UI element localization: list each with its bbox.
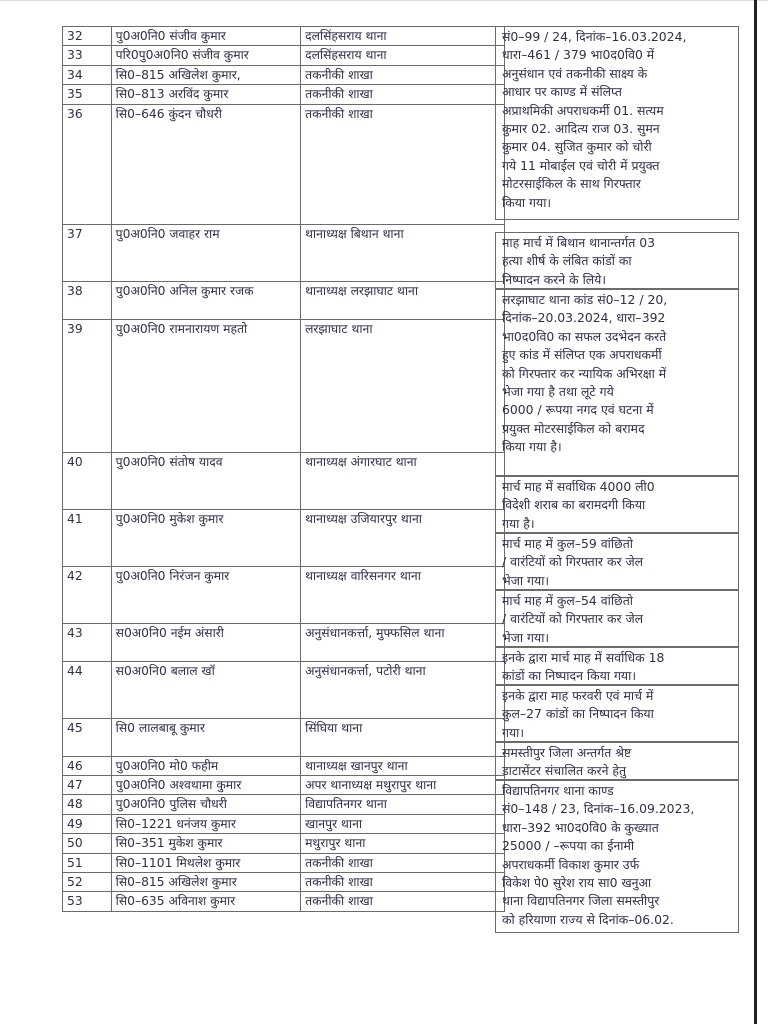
detail-line: धारा–392 भा0द0वि0 के कुख्यात	[502, 819, 659, 835]
detail-line: मार्च माह में सर्वाधिक 4000 ली0	[502, 479, 655, 494]
row-number: 46	[63, 756, 112, 775]
row-number: 36	[63, 104, 112, 224]
detail-line: 25000 / –रूपया का ईनामी	[502, 838, 635, 854]
detail-line: गये 11 मोबाईल एवं चोरी में प्रयुक्त	[502, 157, 660, 173]
posting: थानाध्यक्ष बिथान थाना	[301, 224, 505, 281]
detail-line: लरझाघाट थाना कांड सं0–12 / 20,	[502, 292, 668, 307]
detail-line: कांडों का निष्पादन किया गया।	[502, 668, 637, 684]
officer-name: पु0अ0नि0 निरंजन कुमार	[111, 566, 300, 623]
posting: दलसिंहसराय थाना	[301, 46, 505, 65]
detail-line: थाना विद्यापतिनगर जिला समस्तीपुर	[502, 893, 660, 909]
detail-line: हुए कांड में संलिप्त एक अपराधकर्मी	[502, 347, 662, 363]
table-row	[63, 46, 505, 65]
row-number: 43	[63, 623, 112, 661]
posting: तकनीकी शाखा	[301, 104, 505, 224]
achievement-detail	[495, 289, 739, 476]
posting: तकनीकी शाखा	[301, 853, 505, 872]
officer-name: पु0अ0नि0 मो0 फहीम	[111, 756, 300, 775]
detail-line: माह मार्च में बिथान थानान्तर्गत 03	[502, 235, 655, 250]
posting: थानाध्यक्ष अंगारघाट थाना	[301, 452, 505, 509]
posting: दलसिंहसराय थाना	[301, 27, 505, 46]
detail-line: आधार पर काण्ड में संलिप्त	[502, 84, 622, 100]
posting: लरझाघाट थाना	[301, 319, 505, 452]
table-row	[63, 566, 505, 623]
posting: तकनीकी शाखा	[301, 892, 505, 911]
posting: खानपुर थाना	[301, 814, 505, 833]
detail-line: को गिरफ्तार कर न्यायिक अभिरक्षा में	[502, 365, 667, 381]
table-row	[63, 452, 505, 509]
posting: अपर थानाध्यक्ष मथुरापुर थाना	[301, 776, 505, 795]
row-number: 38	[63, 281, 112, 319]
row-number: 39	[63, 319, 112, 452]
detail-line: अपराधकर्मी विकाश कुमार उर्फ	[502, 856, 640, 872]
officer-name: सि0–813 अरविंद कुमार	[111, 85, 300, 104]
achievement-detail	[495, 685, 739, 742]
detail-line: प्रयुक्त मोटरसाईकिल को बरामद	[502, 420, 645, 436]
detail-line: हत्या शीर्ष के लंबित कांडों का	[502, 253, 632, 269]
table-row	[63, 814, 505, 833]
detail-line: / वारंटियों को गिरफ्तार कर जेल	[502, 554, 644, 570]
achievement-detail	[495, 780, 739, 933]
table-row	[63, 65, 505, 84]
table-row	[63, 319, 505, 452]
table-row	[63, 756, 505, 775]
detail-line: दिनांक–20.03.2024, धारा–392	[502, 310, 666, 326]
detail-line: मोटरसाईकिल के साथ गिरफ्तार	[502, 176, 641, 192]
officer-name: स0अ0नि0 नईम अंसारी	[111, 623, 300, 661]
row-number: 51	[63, 853, 112, 872]
posting: अनुसंधानकर्त्ता, मुफ्फसिल थाना	[301, 623, 505, 661]
page-top-edge	[0, 0, 768, 1]
officer-name: सि0–815 अखिलेश कुमार,	[111, 65, 300, 84]
row-number: 32	[63, 27, 112, 46]
row-number: 52	[63, 873, 112, 892]
officer-name: पु0अ0नि0 पुलिस चौधरी	[111, 795, 300, 814]
table-row	[63, 623, 505, 661]
detail-line: मार्च माह में कुल–59 वांछितो	[502, 536, 633, 551]
detail-line: कुमार 02. आदित्य राज 03. सुमन	[502, 121, 660, 137]
row-number: 34	[63, 65, 112, 84]
officer-name: सि0–1221 धनंजय कुमार	[111, 814, 300, 833]
table-row	[63, 795, 505, 814]
detail-line: सं0–148 / 23, दिनांक–16.09.2023,	[502, 801, 695, 817]
detail-line: भेजा गया।	[502, 629, 550, 645]
row-number: 35	[63, 85, 112, 104]
detail-line: विद्यापतिनगर थाना काण्ड	[502, 783, 614, 798]
detail-line: गया।	[502, 724, 525, 740]
detail-line: भेजा गया है तथा लूटे गये	[502, 384, 614, 400]
detail-line: समस्तीपुर जिला अन्तर्गत श्रेष्ट	[502, 745, 632, 760]
detail-line: डाटासेंटर संचालित करने हेतु	[502, 763, 627, 779]
detail-line: सं0–99 / 24, दिनांक–16.03.2024,	[502, 29, 687, 44]
posting: अनुसंधानकर्त्ता, पटोरी थाना	[301, 661, 505, 718]
officer-name: पु0अ0नि0 रामनारायण महतो	[111, 319, 300, 452]
detail-line: किया गया है।	[502, 439, 562, 455]
posting: मथुरापुर थाना	[301, 834, 505, 853]
officer-name: सि0–1101 मिथलेश कुमार	[111, 853, 300, 872]
officer-name: पु0अ0नि0 संजीव कुमार	[111, 27, 300, 46]
table-row	[63, 27, 505, 46]
officer-name: सि0–351 मुकेश कुमार	[111, 834, 300, 853]
table-row	[63, 509, 505, 566]
detail-line: धारा–461 / 379 भा0द0वि0 में	[502, 47, 655, 63]
table-row	[63, 661, 505, 718]
achievement-detail	[495, 590, 739, 647]
achievement-detail	[495, 232, 739, 289]
row-number: 47	[63, 776, 112, 795]
officer-name: सि0 लालबाबू कुमार	[111, 718, 300, 756]
detail-line: इनके द्वारा मार्च माह में सर्वाधिक 18	[502, 650, 665, 665]
officer-name: पु0अ0नि0 अनिल कुमार रजक	[111, 281, 300, 319]
detail-line: विकेश पे0 सुरेश राय सा0 खनुआ	[502, 875, 652, 891]
row-number: 37	[63, 224, 112, 281]
posting: थानाध्यक्ष उजियारपुर थाना	[301, 509, 505, 566]
row-number: 44	[63, 661, 112, 718]
table-row	[63, 834, 505, 853]
officer-name: स0अ0नि0 बलाल खॉ	[111, 661, 300, 718]
detail-line: अनुसंधान एवं तकनीकी साक्ष्य के	[502, 65, 648, 81]
detail-line: गया है।	[502, 515, 535, 531]
detail-line: किया गया।	[502, 194, 552, 210]
officer-name: पु0अ0नि0 अश्वथामा कुमार	[111, 776, 300, 795]
achievement-detail	[495, 742, 739, 780]
detail-line: मार्च माह में कुल–54 वांछितो	[502, 593, 633, 608]
detail-line: कुमार 04. सुजित कुमार को चोरी	[502, 139, 652, 155]
posting: तकनीकी शाखा	[301, 873, 505, 892]
detail-line: इनके द्वारा माह फरवरी एवं मार्च में	[502, 688, 654, 703]
officer-name: सि0–635 अविनाश कुमार	[111, 892, 300, 911]
table-row	[63, 853, 505, 872]
officer-name: परि0पु0अ0नि0 संजीव कुमार	[111, 46, 300, 65]
detail-line: कुल–27 कांडों का निष्पादन किया	[502, 706, 654, 722]
officers-table	[62, 26, 505, 912]
detail-line: को हरियाणा राज्य से दिनांक–06.02.	[502, 911, 674, 927]
officer-name: पु0अ0नि0 संतोष यादव	[111, 452, 300, 509]
achievement-detail	[495, 533, 739, 590]
table-row	[63, 281, 505, 319]
posting: तकनीकी शाखा	[301, 65, 505, 84]
row-number: 53	[63, 892, 112, 911]
posting: थानाध्यक्ष लरझाघाट थाना	[301, 281, 505, 319]
row-number: 48	[63, 795, 112, 814]
posting: सिंघिया थाना	[301, 718, 505, 756]
achievement-detail	[495, 476, 739, 533]
detail-line: निष्पादन करने के लिये।	[502, 271, 607, 287]
row-number: 49	[63, 814, 112, 833]
officer-name: सि0–815 अखिलेश कुमार	[111, 873, 300, 892]
row-number: 40	[63, 452, 112, 509]
row-number: 42	[63, 566, 112, 623]
detail-line: अप्राथमिकी अपराधकर्मी 01. सत्यम	[502, 102, 664, 118]
table-row	[63, 224, 505, 281]
table-row	[63, 104, 505, 224]
posting: विद्यापतिनगर थाना	[301, 795, 505, 814]
achievement-detail	[495, 647, 739, 685]
detail-line: 6000 / रूपया नगद एवं घटना में	[502, 402, 654, 418]
detail-line: भा0द0वि0 का सफल उदभेदन करते	[502, 328, 667, 344]
detail-line: / वारंटियों को गिरफ्तार कर जेल	[502, 611, 644, 627]
table-row	[63, 892, 505, 911]
posting: तकनीकी शाखा	[301, 85, 505, 104]
page-right-border	[754, 0, 757, 1024]
table-row	[63, 85, 505, 104]
table-row	[63, 873, 505, 892]
detail-line: विदेशी शराब का बरामदगी किया	[502, 497, 646, 513]
row-number: 41	[63, 509, 112, 566]
table-row	[63, 718, 505, 756]
officer-name: पु0अ0नि0 जवाहर राम	[111, 224, 300, 281]
detail-line: भेजा गया।	[502, 572, 550, 588]
officer-name: सि0–646 कुंदन चौधरी	[111, 104, 300, 224]
row-number: 33	[63, 46, 112, 65]
table-row	[63, 776, 505, 795]
officer-name: पु0अ0नि0 मुकेश कुमार	[111, 509, 300, 566]
row-number: 45	[63, 718, 112, 756]
row-number: 50	[63, 834, 112, 853]
posting: थानाध्यक्ष वारिसनगर थाना	[301, 566, 505, 623]
posting: थानाध्यक्ष खानपुर थाना	[301, 756, 505, 775]
achievement-detail	[495, 26, 739, 220]
